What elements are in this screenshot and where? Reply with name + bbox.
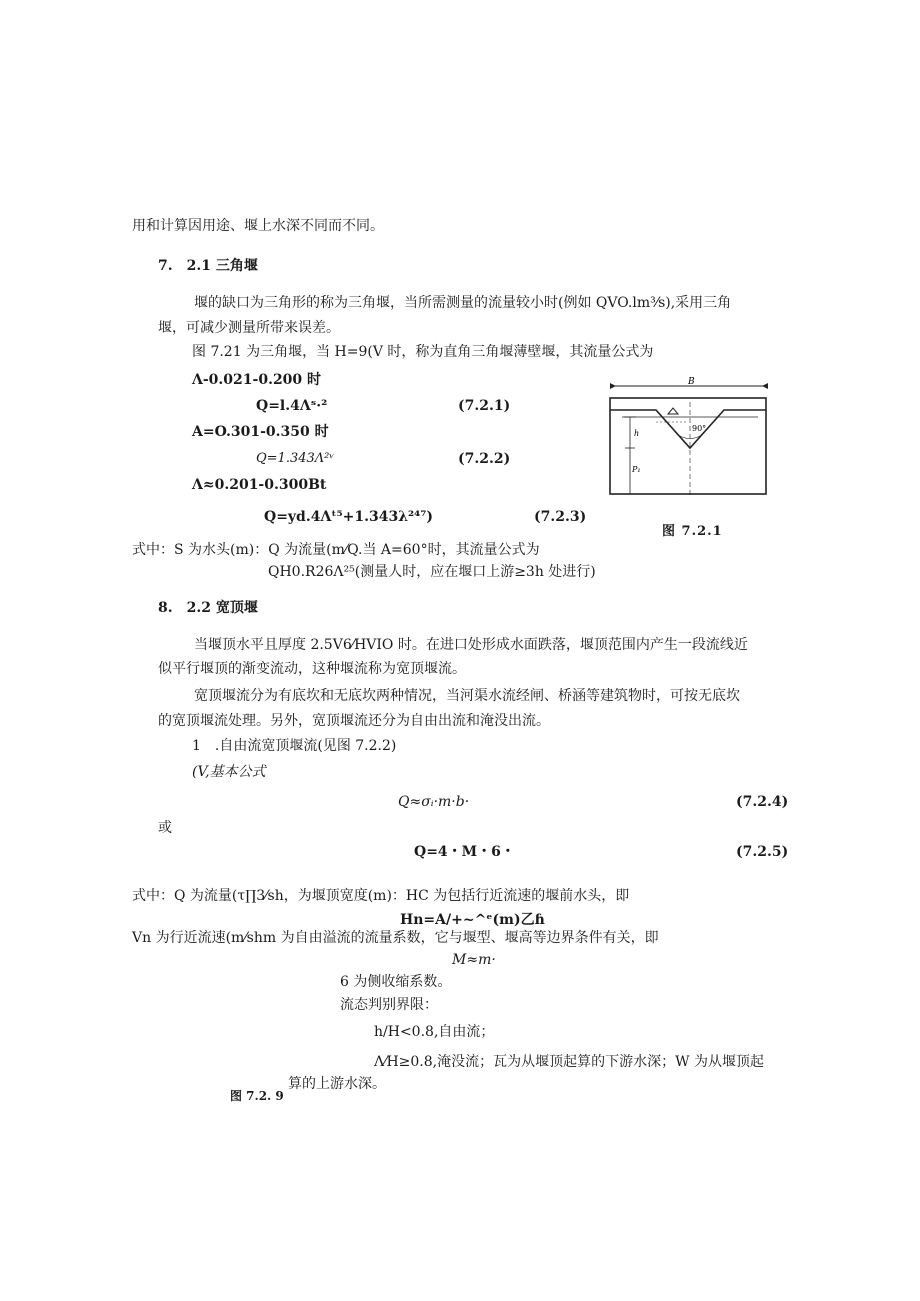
eq-number-7-2-2: (7.2.2)	[458, 451, 511, 467]
line-18: 的宽顶堰流处理。另外，宽顶堰流还分为自由出流和淹没出流。	[158, 713, 550, 729]
eq-number-7-2-4: (7.2.4)	[736, 794, 789, 810]
line-32: 算的上游水深。	[288, 1076, 386, 1092]
triangular-weir-figure	[608, 376, 770, 536]
line-25: Hn=A/+~^ᵉ(m)乙ɦ	[400, 912, 545, 928]
figure-caption: 图 7.2.1	[662, 524, 723, 539]
fig-label-angle: 90°	[692, 424, 707, 433]
line-30: h/H<0.8,自由流；	[374, 1024, 495, 1040]
line-24: 式中：Q 为流量(τ∏3⁄sh，为堰顶宽度(m)：HC 为包括行近流速的堰前水头，即	[132, 888, 630, 904]
line-29: 流态判别界限：	[340, 997, 438, 1013]
line-22: 或	[158, 820, 172, 836]
line-05: 图 7.21 为三角堰，当 H=9(V 时，称为直角三角堰薄壁堰，其流量公式为	[192, 344, 654, 360]
eq-number-7-2-3: (7.2.3)	[534, 509, 587, 525]
fig-label-p: P₁	[632, 465, 641, 474]
heading-broad-crested-weir: 8. 2.2 宽顶堰	[158, 600, 258, 616]
line-26: Vn 为行近流速(m⁄shm 为自由溢流的流量系数，它与堰型、堰高等边界条件有关，即	[132, 930, 659, 946]
line-20: (V,基本公式	[192, 764, 266, 780]
formula-7-2-2: Q=1.343Λ²ᵛ	[256, 451, 335, 466]
line-10: Λ≈0.201-0.300Bt	[192, 477, 327, 493]
line-06: Λ-0.021-0.200 时	[192, 372, 322, 388]
formula-7-2-3: Q=yd.4Λᵗ⁵+1.343λ²⁴⁷)	[264, 509, 434, 525]
line-19: 1 .自由流宽顶堰流(见图 7.2.2)	[192, 738, 397, 754]
fig-label-h: h	[634, 429, 640, 438]
line-17: 宽顶堰流分为有底坎和无底坎两种情况，当河渠水流经闸、桥涵等建筑物时，可按无底坎	[194, 688, 740, 704]
line-31: Λ⁄H≥0.8,淹没流；瓦为从堰顶起算的下游水深；W 为从堰顶起	[374, 1054, 764, 1070]
line-04: 堰，可减少测量所带来误差。	[158, 320, 340, 336]
figure-caption-2: 图 7.2. 9	[230, 1089, 284, 1103]
line-15: 当堰顶水平且厚度 2.5V6⁄HVIO 时。在进口处形成水面跌落，堰顶范围内产生一段流线近	[194, 637, 748, 653]
line-08: A=O.301-0.350 时	[192, 424, 329, 440]
line-16: 似平行堰顶的渐变流动，这种堰流称为宽顶堰流。	[158, 661, 466, 677]
eq-number-7-2-5: (7.2.5)	[736, 844, 789, 860]
heading-triangular-weir: 7. 2.1 三角堰	[158, 258, 258, 274]
formula-7-2-4: Q≈σᵢ·m·b·	[398, 794, 470, 810]
weir-diagram	[608, 376, 770, 516]
fig-label-b: B	[688, 377, 695, 387]
formula-7-2-5: Q=4・M・6・	[414, 844, 515, 860]
line-01: 用和计算因用途、堰上水深不同而不同。	[132, 218, 384, 234]
eq-number-7-2-1: (7.2.1)	[458, 398, 511, 414]
line-03: 堰的缺口为三角形的称为三角堰，当所需测量的流量较小时(例如 QVO.lm³⁄s),采用三角	[194, 295, 732, 311]
line-28: 6 为侧收缩系数。	[340, 974, 452, 990]
line-12: 式中：S 为水头(m)：Q 为流量(m⁄Q.当 A=60°时，其流量公式为	[132, 542, 540, 558]
formula-7-2-1: Q=l.4Λˢ·²	[256, 398, 328, 414]
line-27: M≈m·	[452, 952, 496, 968]
line-13: QH0.R26Λ²⁵(测量人时，应在堰口上游≥3h 处进行)	[268, 564, 596, 580]
